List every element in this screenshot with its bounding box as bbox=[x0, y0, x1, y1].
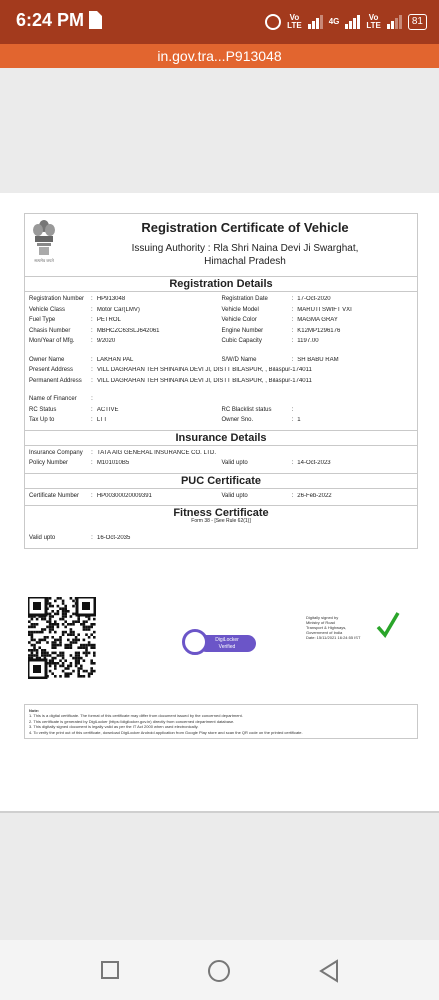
emblem-caption: सत्यमेव जयते bbox=[34, 258, 54, 263]
row-label: Valid upto bbox=[221, 492, 248, 499]
row-value: M101010B5 bbox=[96, 460, 130, 467]
fitness-row: Valid upto : 16-Oct-2035 bbox=[25, 533, 417, 544]
authority-line-2: Himachal Pradesh bbox=[204, 256, 286, 267]
authority-line-1: Issuing Authority : Rla Shri Naina Devi Ji Swarghat, bbox=[131, 243, 359, 254]
digital-signature bbox=[306, 615, 378, 640]
owner-rows bbox=[25, 355, 417, 366]
row-value: ACTIVE bbox=[96, 406, 119, 413]
row-value: 17-Oct-2020 bbox=[297, 296, 331, 303]
row-value: LAKHAN PAL bbox=[96, 356, 134, 363]
row-label: Fuel Type bbox=[29, 317, 56, 324]
row-label: Policy Number bbox=[29, 460, 69, 467]
row-label: Vehicle Model bbox=[221, 306, 259, 313]
puc-details bbox=[25, 489, 417, 506]
row-value: MARUTI SWIFT VXI bbox=[297, 306, 352, 313]
row-value: HP913048 bbox=[96, 296, 126, 303]
notes-heading: Note: bbox=[29, 708, 40, 713]
notification-icon bbox=[86, 10, 104, 30]
row-label: Valid upto bbox=[221, 460, 248, 467]
row-label: RC Blacklist status bbox=[221, 406, 272, 413]
fitness-details bbox=[25, 525, 417, 548]
detail-row: Present Address : VILL DAGRAHAN TEH SHINAINA DEVI JI, DISTT BILASPUR, , Bilaspur-174011 bbox=[25, 365, 417, 376]
row-label: Certificate Number bbox=[29, 492, 80, 499]
volte-label-1: Vo LTE bbox=[287, 13, 302, 30]
issuing-authority bbox=[75, 242, 415, 268]
row-label: Cubic Capacity bbox=[221, 338, 262, 345]
row-label: Registration Number bbox=[29, 296, 85, 303]
digilocker-logo-icon bbox=[182, 629, 208, 655]
registration-details-title: Registration Details bbox=[25, 276, 417, 292]
signature-line: Transport & Highways, bbox=[306, 625, 347, 630]
fitness-certificate-title bbox=[25, 505, 417, 525]
detail-row: Tax Up to : LTT Owner Sno. : 1 bbox=[25, 415, 417, 426]
network-4g-label: 4G bbox=[328, 17, 340, 26]
signature-line: Ministry of Road bbox=[306, 620, 335, 625]
detail-row: Chasis Number : MBHCZC63SLJ642061 Engine Number : K12MP1296176 bbox=[25, 326, 417, 337]
financer-rows bbox=[25, 394, 417, 405]
row-label: Vehicle Class bbox=[29, 306, 66, 313]
insurance-details bbox=[25, 446, 417, 473]
detail-row: Registration Number : HP913048 Registration Date : 17-Oct-2020 bbox=[25, 294, 417, 305]
row-value: MBHCZC63SLJ642061 bbox=[96, 327, 160, 334]
status-rows bbox=[25, 405, 417, 426]
signature-line: Date: 15/11/2021 16:24:55 IST bbox=[306, 635, 361, 640]
row-label: S/W/D Name bbox=[221, 356, 257, 363]
alarm-icon bbox=[265, 14, 281, 30]
row-label: Mon/Year of Mfg. bbox=[29, 338, 75, 345]
detail-row: RC Status : ACTIVE RC Blacklist status : bbox=[25, 405, 417, 416]
row-label: Vehicle Color bbox=[221, 317, 257, 324]
row-value: 16-Oct-2035 bbox=[97, 535, 131, 542]
insurance-details-title: Insurance Details bbox=[25, 430, 417, 446]
row-label: Owner Name bbox=[29, 356, 65, 363]
note-item: 3. This digitally signed document is legally valid as per the IT Act 2000 when used electronically. bbox=[29, 724, 199, 730]
verified-check-icon bbox=[376, 611, 400, 639]
status-time: 6:24 PM bbox=[16, 10, 85, 30]
policy-row: Policy Number : M101010B5 Valid upto : 14-Oct-2023 bbox=[25, 458, 417, 469]
row-label: RC Status bbox=[29, 406, 57, 413]
row-label: Present Address bbox=[29, 367, 74, 374]
row-label: Valid upto bbox=[29, 535, 56, 542]
volte-label-2: Vo LTE bbox=[366, 13, 381, 30]
signature-line: Digitally signed by bbox=[306, 615, 339, 620]
note-item: 4. To verify the print out of this certificate, download DigiLocker Android application from Google Play store and scan the QR code on the printed certificate. bbox=[29, 729, 303, 735]
detail-row: Permanent Address : VILL DAGRAHAN TEH SHINAINA DEVI JI, DISTT BILASPUR, , Bilaspur-174011 bbox=[25, 376, 417, 387]
row-value: 26-Feb-2022 bbox=[297, 492, 332, 499]
address-rows bbox=[25, 365, 417, 386]
row-value: HP00300020009391 bbox=[96, 492, 152, 499]
row-label: Registration Date bbox=[221, 296, 268, 303]
row-label: Insurance Company bbox=[29, 449, 83, 456]
digilocker-verified-badge bbox=[182, 629, 256, 659]
digilocker-line-1: DigiLocker bbox=[215, 637, 239, 643]
row-value: MAGMA GRAY bbox=[297, 317, 338, 324]
registration-details bbox=[25, 292, 417, 430]
puc-certificate-title: PUC Certificate bbox=[25, 473, 417, 489]
row-value: 1 bbox=[297, 417, 301, 424]
row-value: K12MP1296176 bbox=[297, 327, 341, 334]
recent-apps-button[interactable] bbox=[101, 961, 119, 979]
registration-rows bbox=[25, 294, 417, 347]
registration-certificate bbox=[24, 213, 418, 549]
note-item: 2. This certificate is generated by DigiLocker (https://digilocker.gov.in) directly from concerned department database. bbox=[29, 718, 235, 724]
row-value: 1197.00 bbox=[297, 338, 319, 345]
home-button[interactable] bbox=[208, 960, 230, 982]
qr-code bbox=[28, 597, 96, 679]
detail-row: Owner Name : LAKHAN PAL S/W/D Name : SH BABU RAM bbox=[25, 355, 417, 366]
verification-area bbox=[24, 593, 418, 683]
detail-row: Fuel Type : PETROL Vehicle Color : MAGMA GRAY bbox=[25, 315, 417, 326]
battery-icon: 81 bbox=[408, 14, 427, 30]
row-value: PETROL bbox=[96, 317, 121, 324]
detail-row: Insurance Company : TATA AIG GENERAL INSURANCE CO. LTD. bbox=[25, 448, 417, 459]
fitness-subtitle: Form 38 - [See Rule 62(1)] bbox=[191, 518, 251, 524]
signal-icon-3 bbox=[387, 15, 402, 29]
puc-row: Certificate Number : HP00300020009391 Valid upto : 26-Feb-2022 bbox=[25, 491, 417, 502]
certificate-title: Registration Certificate of Vehicle bbox=[141, 220, 349, 235]
signal-icon-1 bbox=[308, 15, 323, 29]
status-bar bbox=[0, 0, 439, 44]
signature-line: Government of India bbox=[306, 630, 343, 635]
status-icons bbox=[265, 10, 427, 34]
row-value: LTT bbox=[96, 417, 108, 424]
row-value: Motor Car(LMV) bbox=[96, 306, 140, 313]
notes-box bbox=[24, 704, 418, 739]
row-label: Tax Up to bbox=[29, 417, 55, 424]
detail-row: Vehicle Class : Motor Car(LMV) Vehicle Model : MARUTI SWIFT VXI bbox=[25, 305, 417, 316]
note-item: 1. This is a digital certificate. The format of this certificate may differ from document issued by the concerned department. bbox=[29, 713, 243, 719]
fitness-title-text: Fitness Certificate bbox=[173, 507, 269, 519]
android-nav-bar bbox=[0, 940, 439, 1000]
certificate-header bbox=[25, 214, 417, 276]
detail-row: Mon/Year of Mfg. : 9/2020 Cubic Capacity : 1197.00 bbox=[25, 336, 417, 347]
row-value: 9/2020 bbox=[96, 338, 116, 345]
row-label: Owner Sno. bbox=[221, 417, 254, 424]
signal-icon-2 bbox=[345, 15, 360, 29]
row-label: Name of Financer bbox=[29, 396, 77, 403]
national-emblem-icon bbox=[31, 218, 57, 260]
detail-row: Name of Financer : bbox=[25, 394, 417, 405]
notes-list bbox=[29, 713, 413, 735]
back-button[interactable] bbox=[318, 959, 340, 983]
row-value: VILL DAGRAHAN TEH SHINAINA DEVI JI, DISTT BILASPUR, , Bilaspur-174011 bbox=[97, 367, 312, 374]
row-value: SH BABU RAM bbox=[297, 356, 339, 363]
row-label: Engine Number bbox=[221, 327, 264, 334]
row-label: Chasis Number bbox=[29, 327, 71, 334]
row-value: TATA AIG GENERAL INSURANCE CO. LTD. bbox=[97, 449, 217, 456]
row-value: 14-Oct-2023 bbox=[297, 460, 331, 467]
row-label: Permanent Address bbox=[29, 377, 82, 384]
document-viewer[interactable] bbox=[0, 193, 439, 813]
url-bar[interactable]: in.gov.tra...P913048 bbox=[0, 44, 439, 68]
digilocker-line-2: Verified bbox=[218, 644, 236, 650]
insurance-rows bbox=[25, 448, 417, 459]
row-value: VILL DAGRAHAN TEH SHINAINA DEVI JI, DISTT BILASPUR, , Bilaspur-174011 bbox=[97, 377, 312, 384]
